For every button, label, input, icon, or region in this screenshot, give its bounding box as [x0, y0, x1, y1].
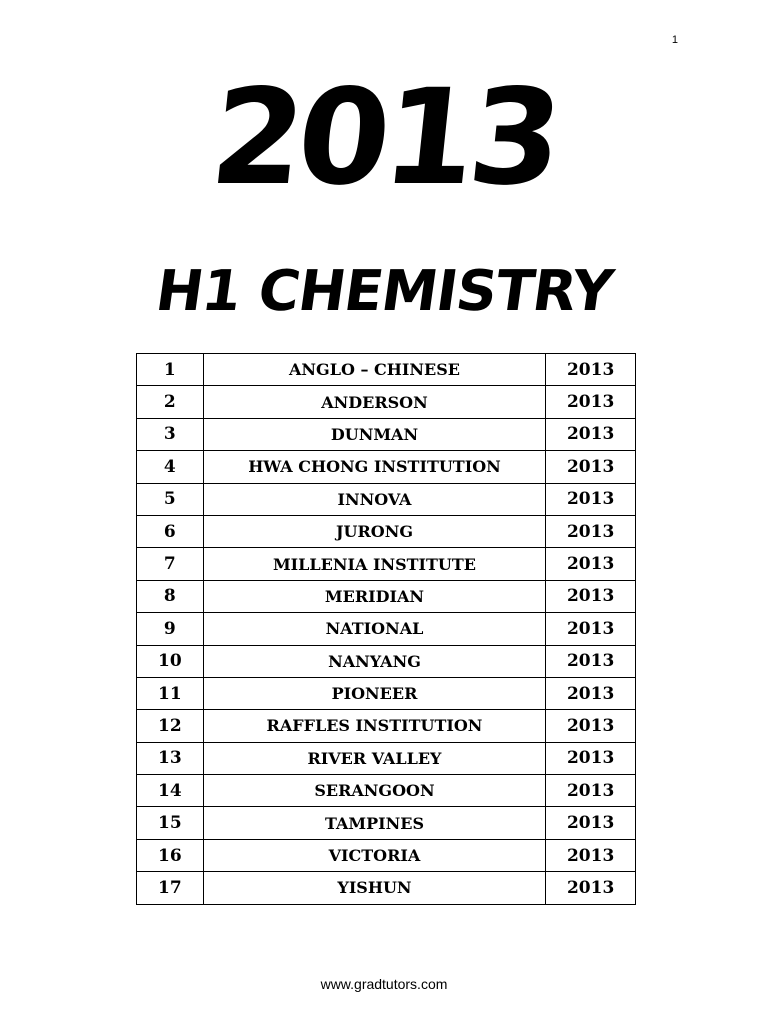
- paper-year: 2013: [546, 515, 636, 547]
- footer-url[interactable]: www.gradtutors.com: [320, 976, 448, 992]
- row-number: 2: [137, 386, 204, 418]
- table-row: [137, 742, 636, 774]
- table-row: [137, 483, 636, 515]
- school-name: NATIONAL: [203, 613, 546, 645]
- year-title: 2013: [204, 61, 564, 215]
- school-name: PIONEER: [203, 677, 546, 709]
- school-name: ANGLO – CHINESE: [203, 354, 546, 386]
- school-name: JURONG: [203, 515, 546, 547]
- school-name: DUNMAN: [203, 418, 546, 450]
- page-number: 1: [671, 34, 678, 46]
- row-number: 13: [137, 742, 204, 774]
- school-name: SERANGOON: [203, 775, 546, 807]
- paper-year: 2013: [546, 451, 636, 483]
- table-row: [137, 580, 636, 612]
- school-name: MERIDIAN: [203, 580, 546, 612]
- table-row: [137, 548, 636, 580]
- table-row: [137, 613, 636, 645]
- paper-year: 2013: [546, 354, 636, 386]
- paper-year: 2013: [546, 872, 636, 904]
- table-row: [137, 839, 636, 871]
- row-number: 7: [137, 548, 204, 580]
- row-number: 8: [137, 580, 204, 612]
- school-name: TAMPINES: [203, 807, 546, 839]
- row-number: 15: [137, 807, 204, 839]
- row-number: 14: [137, 775, 204, 807]
- paper-year: 2013: [546, 483, 636, 515]
- table-row: [137, 710, 636, 742]
- paper-year: 2013: [546, 710, 636, 742]
- school-name: RIVER VALLEY: [203, 742, 546, 774]
- paper-year: 2013: [546, 548, 636, 580]
- table-row: [137, 775, 636, 807]
- row-number: 1: [137, 354, 204, 386]
- table-row: [137, 645, 636, 677]
- row-number: 3: [137, 418, 204, 450]
- table-row: [137, 354, 636, 386]
- paper-year: 2013: [546, 677, 636, 709]
- school-name: INNOVA: [203, 483, 546, 515]
- school-table: [136, 353, 636, 905]
- row-number: 10: [137, 645, 204, 677]
- row-number: 6: [137, 515, 204, 547]
- school-name: RAFFLES INSTITUTION: [203, 710, 546, 742]
- table-row: [137, 515, 636, 547]
- paper-year: 2013: [546, 418, 636, 450]
- table-row: [137, 451, 636, 483]
- table-row: [137, 386, 636, 418]
- paper-year: 2013: [546, 839, 636, 871]
- row-number: 12: [137, 710, 204, 742]
- table-row: [137, 872, 636, 904]
- table-row: [137, 677, 636, 709]
- table-row: [137, 418, 636, 450]
- row-number: 5: [137, 483, 204, 515]
- school-name: NANYANG: [203, 645, 546, 677]
- row-number: 9: [137, 613, 204, 645]
- paper-year: 2013: [546, 386, 636, 418]
- table-row: [137, 807, 636, 839]
- paper-year: 2013: [546, 645, 636, 677]
- school-name: MILLENIA INSTITUTE: [203, 548, 546, 580]
- row-number: 17: [137, 872, 204, 904]
- row-number: 16: [137, 839, 204, 871]
- paper-year: 2013: [546, 775, 636, 807]
- paper-year: 2013: [546, 742, 636, 774]
- school-table-body: [137, 354, 636, 905]
- subject-title: H1 CHEMISTRY: [151, 259, 617, 324]
- row-number: 11: [137, 677, 204, 709]
- school-name: ANDERSON: [203, 386, 546, 418]
- paper-year: 2013: [546, 807, 636, 839]
- school-name: HWA CHONG INSTITUTION: [203, 451, 546, 483]
- school-name: VICTORIA: [203, 839, 546, 871]
- paper-year: 2013: [546, 580, 636, 612]
- school-name: YISHUN: [203, 872, 546, 904]
- paper-year: 2013: [546, 613, 636, 645]
- row-number: 4: [137, 451, 204, 483]
